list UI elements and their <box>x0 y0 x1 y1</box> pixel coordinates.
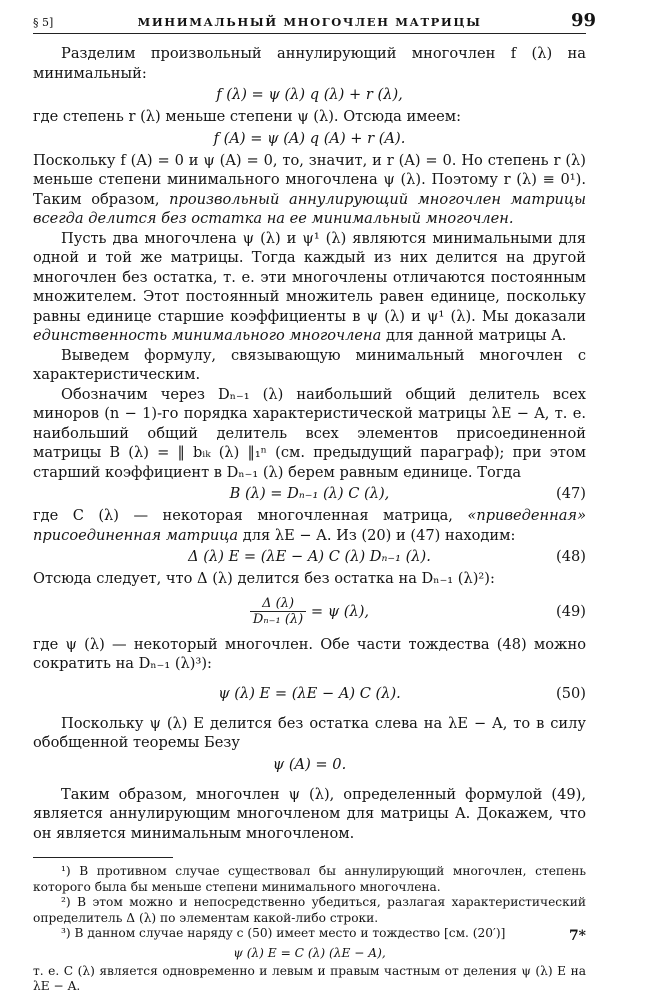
emphasized-text: единственность минимального многочлена <box>33 327 382 344</box>
paragraph: Отсюда следует, что Δ (λ) делится без остатка на Dₙ₋₁ (λ)²): <box>33 570 495 587</box>
footnote-rule <box>33 857 173 858</box>
running-title: МИНИМАЛЬНЫЙ МНОГОЧЛЕН МАТРИЦЫ <box>137 15 482 29</box>
equation-48 <box>33 545 586 569</box>
paragraph: где степень r (λ) меньше степени ψ (λ). Отсюда имеем: <box>33 108 462 125</box>
equation-text: = ψ (λ), <box>306 602 370 620</box>
equation-number: (47) <box>556 485 586 502</box>
paragraph: Поскольку ψ (λ) E делится без остатка слева на λE − A, то в силу обобщенной теоремы Безу <box>33 714 586 751</box>
equation-number: (49) <box>556 602 586 620</box>
paragraph: Обозначим через Dₙ₋₁ (λ) наибольший общий делитель всех миноров (n − 1)-го порядка характеристической матрицы λE − A, т. е. наибольший общий делитель всех элементов присоединенной матрицы B (λ) = ‖ bᵢₖ (λ) ‖₁ⁿ (см. предыдущий параграф); при этом старший коэффициент в Dₙ₋₁ (λ) берем равным единице. Тогда <box>33 385 586 481</box>
paragraph <box>33 151 586 229</box>
paragraph-text: для λE − A. Из (20) и (47) находим: <box>238 526 516 544</box>
equation <box>33 127 586 151</box>
equation-47 <box>33 482 586 506</box>
paragraph-text: для данной матрицы A. <box>381 327 567 344</box>
emphasized-text: произвольный аннулирующий многочлен матрицы всегда делится без остатка на ее минимальный многочлен. <box>33 190 586 227</box>
emphasized-text: «приведенная» присоединенная матрица <box>33 507 586 544</box>
equation-text: f (λ) = ψ (λ) q (λ) + r (λ), <box>216 86 403 103</box>
footnote-1: ¹) В противном случае существовал бы аннулирующий многочлен, степень которого была бы меньше степени минимального многочлена. <box>33 864 586 894</box>
equation-text: f (A) = ψ (A) q (A) + r (A). <box>213 129 406 147</box>
equation-number: (50) <box>556 684 586 702</box>
equation-number: (48) <box>556 548 586 565</box>
page-number: 99 <box>570 10 596 31</box>
footnote-2: ²) В этом можно и непосредственно убедиться, разлагая характеристический определитель Δ (λ) по элементам какой-либо строки. <box>33 895 586 925</box>
footnote-3-continued: т. е. C (λ) является одновременно и левым и правым частным от деления ψ (λ) E на λE − A. <box>33 963 586 993</box>
equation-text: ψ (λ) E = (λE − A) C (λ). <box>218 684 401 702</box>
footnotes <box>33 864 586 995</box>
section-mark: § 5] <box>33 16 54 29</box>
paragraph-text: Пусть два многочлена ψ (λ) и ψ¹ (λ) являются минимальными для одной и той же матрицы. Тогда каждый из них делится на другой многочлен без остатка, т. е. эти многочлены отличаются постоянным множителем. Этот постоянный множитель равен единице, поскольку равны единице старшие коэффициенты в ψ (λ) и ψ¹ (λ). Мы доказали <box>33 229 586 325</box>
equation <box>33 83 586 107</box>
paragraph: Таким образом, многочлен ψ (λ), определенный формулой (49), является аннулирующим многочленом для матрицы A. Докажем, что он является минимальным многочленом. <box>33 785 586 842</box>
running-header <box>33 10 596 32</box>
paragraph-text: Поскольку f (A) = 0 и ψ (A) = 0, то, значит, и r (A) = 0. Но степень r (λ) меньше степени минимального многочлена ψ (λ). Поэтому r (λ) ≡ 0¹). Таким образом, <box>33 151 586 208</box>
equation-text: Δ (λ) E = (λE − A) C (λ) Dₙ₋₁ (λ). <box>188 548 431 565</box>
paragraph: Выведем формулу, связывающую минимальный многочлен с характеристическим. <box>33 346 586 383</box>
footnote-3: ³) В данном случае наряду с (50) имеет место и тождество [см. (20′)] <box>61 926 506 940</box>
equation-51 <box>33 753 586 777</box>
header-rule <box>33 33 586 34</box>
page-body <box>33 44 586 995</box>
paragraph <box>33 506 586 545</box>
equation-text: ψ (A) = 0. <box>272 755 347 773</box>
paragraph: Разделим произвольный аннулирующий многочлен f (λ) на минимальный: <box>33 45 586 82</box>
paragraph-text: где C (λ) — некоторая многочленная матрица, <box>33 507 468 524</box>
paragraph: где ψ (λ) — некоторый многочлен. Обе части тождества (48) можно сократить на Dₙ₋₁ (λ)³): <box>33 635 586 672</box>
equation-49 <box>33 589 586 635</box>
fraction-denominator: Dₙ₋₁ (λ) <box>252 612 304 627</box>
footnote-equation: ψ (λ) E = C (λ) (λE − A), <box>233 945 386 960</box>
paragraph <box>33 229 586 346</box>
fraction <box>250 596 306 627</box>
signature-mark: 7* <box>568 928 586 944</box>
equation-50 <box>33 682 586 706</box>
equation-text: B (λ) = Dₙ₋₁ (λ) C (λ), <box>229 485 390 502</box>
fraction-numerator: Δ (λ) <box>250 596 306 612</box>
